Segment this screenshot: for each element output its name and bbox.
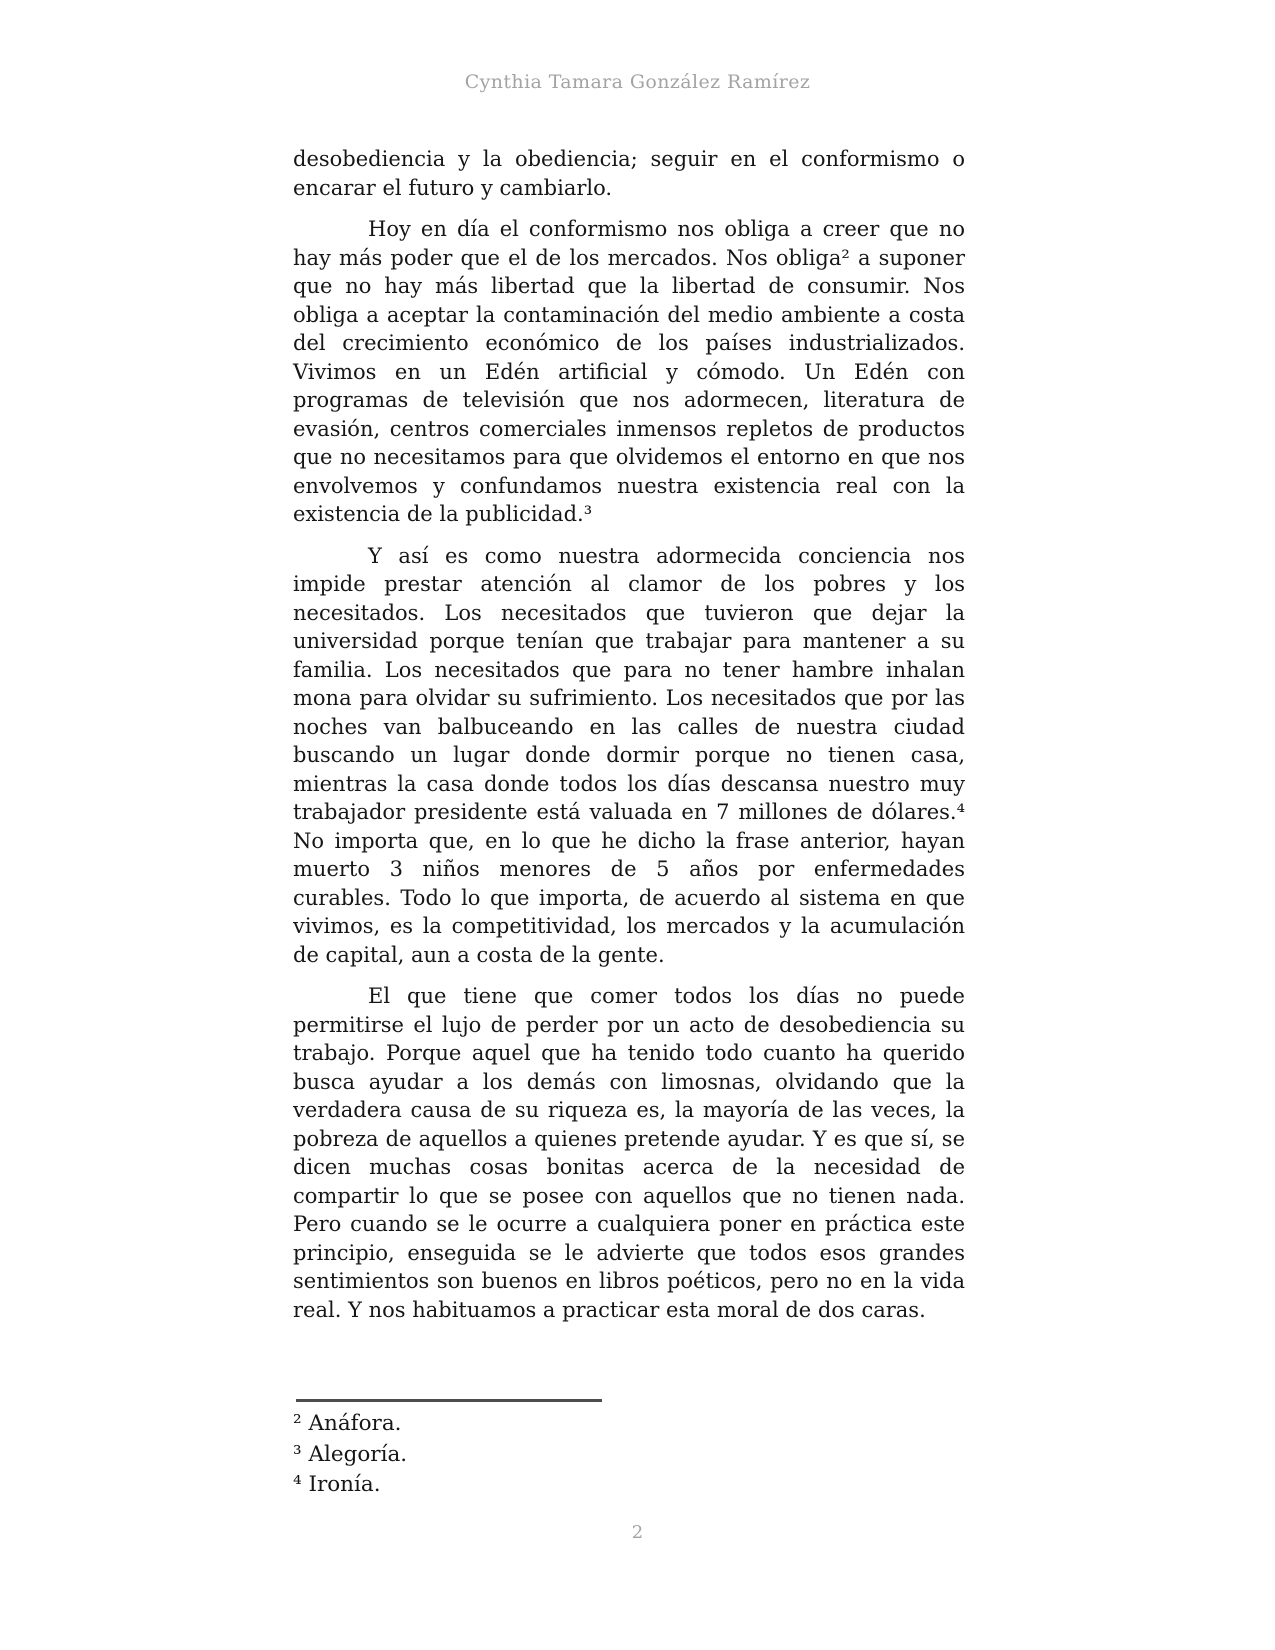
footnote-separator-rule bbox=[296, 1399, 602, 1402]
text-line: del crecimiento económico de los países industrializados. bbox=[293, 331, 965, 355]
text-line: necesitados. Los necesitados que tuvieron que dejar la bbox=[293, 600, 965, 625]
text-line: muerto 3 niños menores de 5 años por enfermedades bbox=[293, 857, 965, 881]
footnotes bbox=[293, 1409, 965, 1501]
footnote-line: ² Anáfora. bbox=[293, 1411, 402, 1436]
text-line: sentimientos son buenos en libros poéticos, pero no en la vida bbox=[293, 1269, 965, 1293]
text-line: trabajo. Porque aquel que ha tenido todo cuanto ha querido bbox=[293, 1041, 965, 1065]
text-line: compartir lo que se posee con aquellos que no tienen nada. bbox=[293, 1183, 965, 1208]
text-line: existencia de la publicidad.³ bbox=[293, 502, 593, 526]
text-line: real. Y nos habituamos a practicar esta moral de dos caras. bbox=[293, 1297, 926, 1322]
text-line: evasión, centros comerciales inmensos repletos de productos bbox=[293, 416, 965, 441]
footnote-line: ⁴ Ironía. bbox=[293, 1472, 381, 1497]
text-line: verdadera causa de su riqueza es, la mayoría de las veces, la bbox=[293, 1098, 965, 1122]
text-line: Y así es como nuestra adormecida conciencia nos bbox=[368, 543, 965, 568]
paragraph bbox=[293, 542, 965, 970]
text-line: impide prestar atención al clamor de los pobres y los bbox=[293, 572, 965, 596]
text-line: hay más poder que el de los mercados. Nos obliga² a suponer bbox=[293, 245, 965, 270]
paragraph bbox=[293, 145, 965, 202]
text-line: obliga a aceptar la contaminación del medio ambiente a costa bbox=[293, 302, 965, 327]
text-line: trabajador presidente está valuada en 7 millones de dólares.⁴ bbox=[293, 800, 965, 824]
text-line: vivimos, es la competitividad, los mercados y la acumulación bbox=[293, 914, 965, 938]
text-line: buscando un lugar donde dormir porque no tienen casa, bbox=[293, 743, 965, 767]
text-line: de capital, aun a costa de la gente. bbox=[293, 942, 665, 967]
text-line: que no hay más libertad que la libertad de consumir. Nos bbox=[293, 274, 965, 298]
text-line: envolvemos y confundamos nuestra existencia real con la bbox=[293, 473, 965, 498]
text-line: Vivimos en un Edén artificial y cómodo. Un Edén con bbox=[293, 359, 965, 384]
text-line: Hoy en día el conformismo nos obliga a creer que no bbox=[368, 217, 965, 241]
text-line: pobreza de aquellos a quienes pretende ayudar. Y es que sí, se bbox=[293, 1126, 965, 1151]
footnote-line: ³ Alegoría. bbox=[293, 1441, 408, 1467]
text-line: curables. Todo lo que importa, de acuerdo al sistema en que bbox=[293, 885, 965, 910]
text-line: No importa que, en lo que he dicho la frase anterior, hayan bbox=[293, 828, 965, 853]
paragraph bbox=[293, 215, 965, 529]
text-line: universidad porque tenían que trabajar para mantener a su bbox=[293, 629, 965, 653]
text-line: El que tiene que comer todos los días no puede bbox=[368, 984, 965, 1008]
text-line: Pero cuando se le ocurre a cualquiera poner en práctica este bbox=[293, 1212, 965, 1236]
text-line: dicen muchas cosas bonitas acerca de la necesidad de bbox=[293, 1155, 965, 1179]
text-line: mientras la casa donde todos los días descansa nuestro muy bbox=[293, 771, 965, 796]
body-text bbox=[293, 145, 965, 1324]
text-line: desobediencia y la obediencia; seguir en el conformismo o bbox=[293, 147, 965, 171]
text-line: permitirse el lujo de perder por un acto de desobediencia su bbox=[293, 1012, 965, 1037]
text-line: noches van balbuceando en las calles de nuestra ciudad bbox=[293, 714, 965, 739]
text-line: que no necesitamos para que olvidemos el entorno en que nos bbox=[293, 445, 965, 469]
text-line: principio, enseguida se le advierte que todos esos grandes bbox=[293, 1240, 965, 1265]
text-line: busca ayudar a los demás con limosnas, olvidando que la bbox=[293, 1069, 965, 1094]
text-line: encarar el futuro y cambiarlo. bbox=[293, 175, 613, 200]
text-line: familia. Los necesitados que para no tener hambre inhalan bbox=[293, 657, 965, 682]
text-line: programas de televisión que nos adormecen, literatura de bbox=[293, 388, 965, 412]
paragraph bbox=[293, 982, 965, 1324]
text-line: mona para olvidar su sufrimiento. Los necesitados que por las bbox=[293, 686, 965, 710]
running-header: Cynthia Tamara González Ramírez bbox=[464, 71, 811, 93]
page-number: 2 bbox=[631, 1522, 644, 1543]
